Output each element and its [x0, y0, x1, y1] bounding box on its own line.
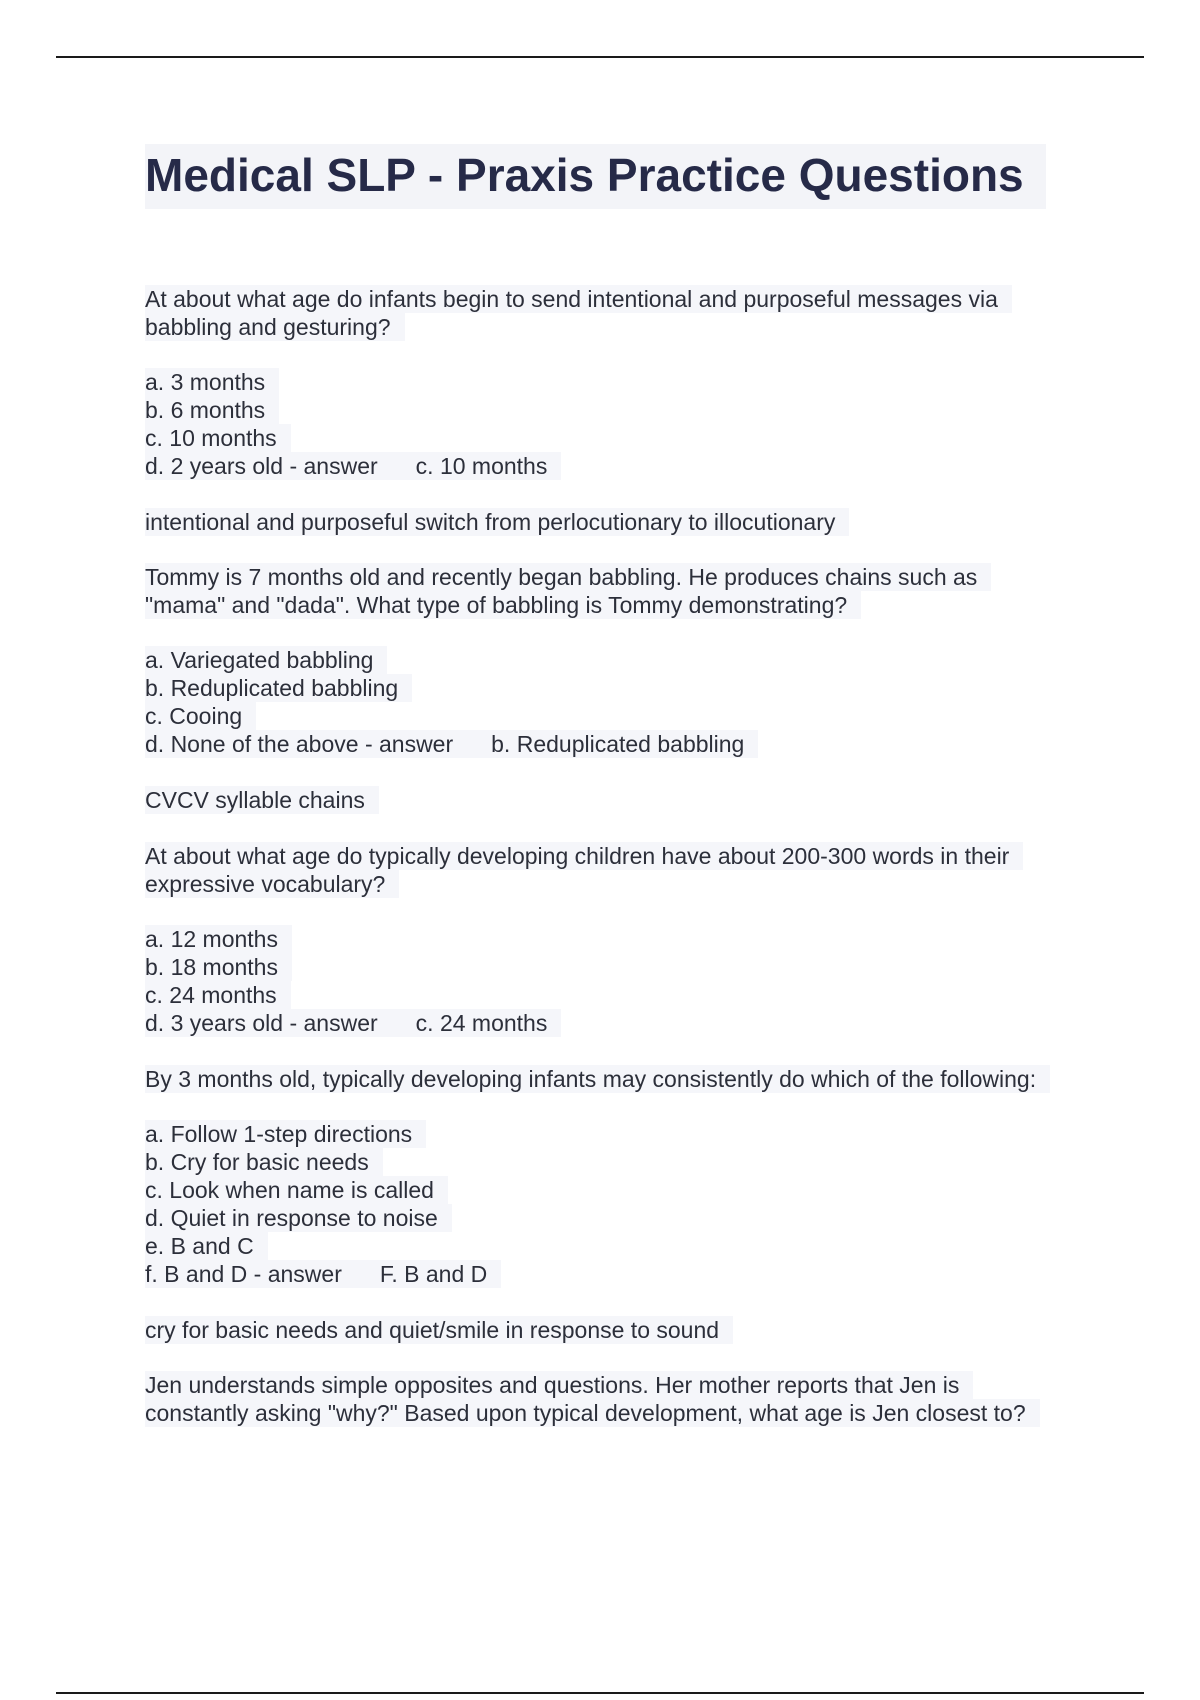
option-item: b. 6 months	[145, 396, 279, 424]
answer-line	[145, 452, 561, 480]
option-item: a. 3 months	[145, 368, 279, 396]
question-text-line: expressive vocabulary?	[145, 870, 399, 898]
answer-explanation-2	[145, 786, 1085, 814]
option-item: e. B and C	[145, 1232, 268, 1260]
question-text-line: At about what age do typically developing children have about 200-300 words in their	[145, 842, 1023, 870]
option-item: b. Reduplicated babbling	[145, 674, 412, 702]
question-3-options	[145, 925, 1085, 1037]
question-text-line: Tommy is 7 months old and recently began babbling. He produces chains such as	[145, 563, 991, 591]
answer-explanation-1	[145, 508, 1085, 536]
option-item: f. B and D - answer	[145, 1261, 342, 1287]
question-text-line: At about what age do infants begin to send intentional and purposeful messages via	[145, 285, 1012, 313]
option-item: d. 2 years old - answer	[145, 453, 378, 479]
answer-text: c. 10 months	[415, 453, 548, 479]
answer-line	[145, 1260, 501, 1288]
option-item: a. 12 months	[145, 925, 292, 953]
question-text-line: constantly asking "why?" Based upon typical development, what age is Jen closest to?	[145, 1399, 1040, 1427]
answer-text: F. B and D	[379, 1261, 488, 1287]
answer-line	[145, 1009, 561, 1037]
option-item: d. None of the above - answer	[145, 731, 454, 757]
page-title: Medical SLP - Praxis Practice Questions	[145, 144, 1046, 209]
option-item: d. Quiet in response to noise	[145, 1204, 452, 1232]
explanation-text: cry for basic needs and quiet/smile in response to sound	[145, 1316, 733, 1344]
question-1-options	[145, 368, 1085, 480]
explanation-text: intentional and purposeful switch from perlocutionary to illocutionary	[145, 508, 849, 536]
option-item: c. Cooing	[145, 702, 256, 730]
question-5	[145, 1371, 1085, 1427]
option-item: a. Follow 1-step directions	[145, 1120, 426, 1148]
option-item: c. Look when name is called	[145, 1176, 448, 1204]
question-4-options	[145, 1120, 1085, 1288]
answer-text: b. Reduplicated babbling	[491, 731, 745, 757]
option-item: c. 24 months	[145, 981, 291, 1009]
option-item: b. Cry for basic needs	[145, 1148, 383, 1176]
question-3	[145, 842, 1085, 898]
top-rule	[56, 56, 1144, 58]
question-4	[145, 1065, 1085, 1093]
answer-text: c. 24 months	[415, 1010, 548, 1036]
question-2-options	[145, 646, 1085, 758]
answer-line	[145, 730, 758, 758]
option-item: c. 10 months	[145, 424, 291, 452]
explanation-text: CVCV syllable chains	[145, 786, 379, 814]
question-text-line: By 3 months old, typically developing infants may consistently do which of the following:	[145, 1065, 1050, 1093]
question-2	[145, 563, 1085, 619]
question-text-line: Jen understands simple opposites and questions. Her mother reports that Jen is	[145, 1371, 973, 1399]
option-item: b. 18 months	[145, 953, 292, 981]
question-text-line: "mama" and "dada". What type of babbling is Tommy demonstrating?	[145, 591, 861, 619]
option-item: a. Variegated babbling	[145, 646, 387, 674]
question-1	[145, 285, 1085, 341]
option-item: d. 3 years old - answer	[145, 1010, 378, 1036]
question-text-line: babbling and gesturing?	[145, 313, 405, 341]
answer-explanation-4	[145, 1316, 1085, 1344]
bottom-rule	[56, 1692, 1144, 1694]
